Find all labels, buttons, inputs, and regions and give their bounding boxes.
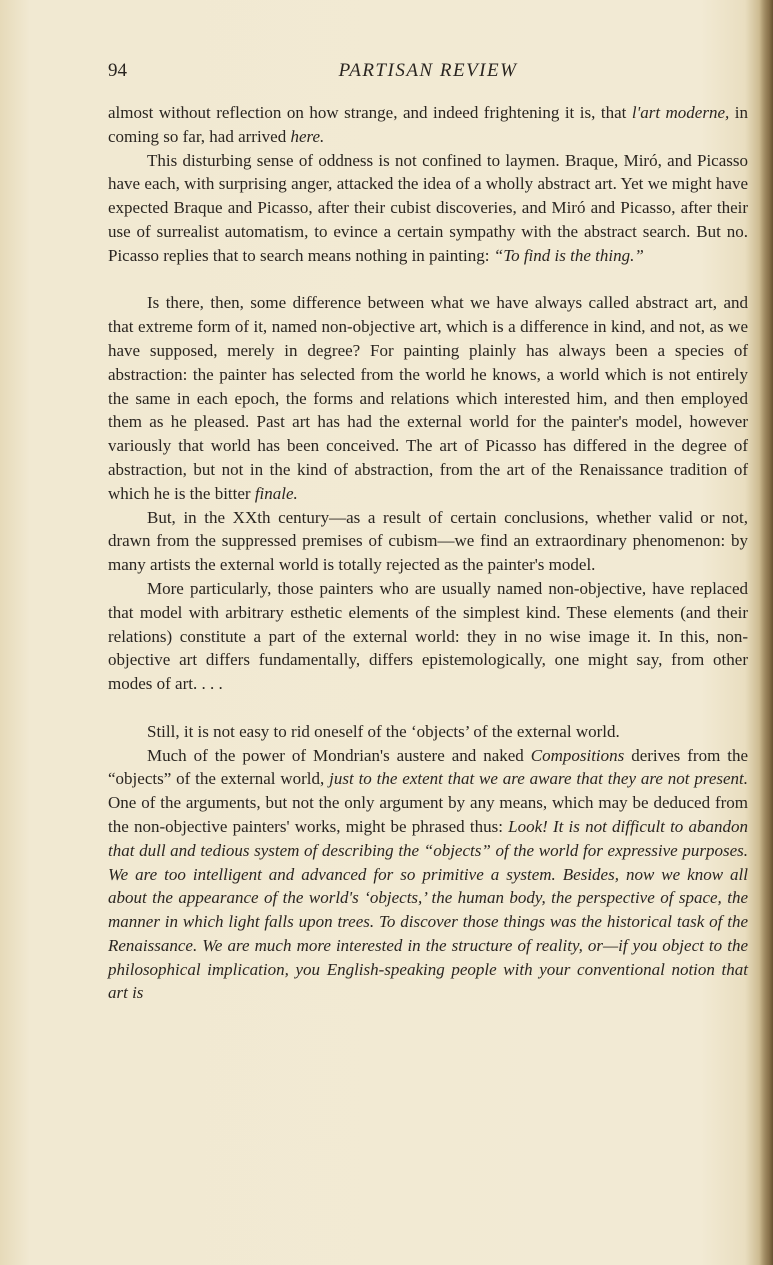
text-run: Much of the power of Mondrian's austere and naked — [147, 745, 531, 765]
paragraph-5 — [108, 577, 748, 696]
italic-run: Look! It is not difficult to abandon that dull and tedious system of describing the “objects” of the world for expressive purposes. We are too intelligent and advanced for so primitive a system. Besides, now we know all about the appearance of the world's ‘objects,’ the human body, the perspective of space, the manner in which light falls upon trees. To discover those things was the historical task of the Renaissance. We are much more interested in the structure of reality, or—if you object to the philosophical implication, you English-speaking people with your conventional notion that art is — [108, 816, 749, 1003]
italic-run: finale. — [254, 483, 298, 503]
text-run: One of the arguments, but not the only argument by any means, which may be deduced from the non-objective painters' works, might be phrased thus: — [108, 793, 748, 836]
paragraph-6 — [108, 720, 748, 744]
italic-run: “To find is the thing.” — [493, 245, 644, 265]
text-run: almost without reflection on how strange, and indeed frightening it is, that — [108, 103, 632, 122]
paragraph-3 — [108, 291, 748, 505]
italic-run: Compositions — [530, 745, 625, 765]
text-run: More particularly, those painters who are usually named non-objective, have replaced that model with arbitrary esthetic elements of the simplest kind. These elements (and their relations) constitute a part of the external world: they in no wise image it. In this, non-objective art differs fundamentally, differs epistemologically, one might say, from other modes of art. . . . — [108, 578, 748, 694]
running-head: PARTISAN REVIEW — [338, 60, 518, 81]
text-run: But, in the XXth century—as a result of certain conclusions, whether valid or not, drawn from the suppressed premises of cubism—we find an extraordinary phenomenon: by many artists the external world is totally rejected as the painter's model. — [108, 507, 748, 575]
italic-run: just to the extent that we are aware that they are not present. — [329, 769, 749, 789]
text-run: in coming so far, had arrived — [108, 103, 748, 146]
italic-run: l'art moderne, — [631, 103, 730, 122]
italic-run: here. — [290, 126, 325, 146]
paragraph-2 — [108, 149, 748, 268]
paragraph-4 — [108, 506, 748, 577]
body-text — [108, 101, 748, 1005]
paragraph-1 — [108, 101, 748, 149]
page-header — [108, 60, 748, 90]
text-run: derives from the “objects” of the external world, — [108, 745, 749, 789]
text-run: This disturbing sense of oddness is not confined to laymen. Braque, Miró, and Picasso have each, with surprising anger, attacked the idea of a wholly abstract art. Yet we might have expected Braque and Picasso, after their cubist discoveries, and Miró and Picasso, after their use of surrealist automatism, to evince a certain sympathy with the abstract search. But no. Picasso replies that to search means nothing in painting: — [108, 150, 748, 265]
paragraph-7 — [108, 744, 748, 1006]
text-run: Still, it is not easy to rid oneself of the ‘objects’ of the external world. — [147, 721, 620, 741]
page-number: 94 — [108, 60, 127, 81]
text-run: Is there, then, some difference between what we have always called abstract art, and that extreme form of it, named non-objective art, which is a difference in kind, and not, as we have supposed, merely in degree? For painting plainly has always been a species of abstraction: the painter has selected from the world he knows, a world which is not entirely the same in each epoch, the forms and relations which interested him, and then employed them as he pleased. Past art has had the external world for the painter's model, however variously that world has been conceived. The art of Picasso has differed in the degree of abstraction, but not in the kind of abstraction, from the art of the Renaissance tradition of which he is the bitter — [108, 293, 748, 503]
